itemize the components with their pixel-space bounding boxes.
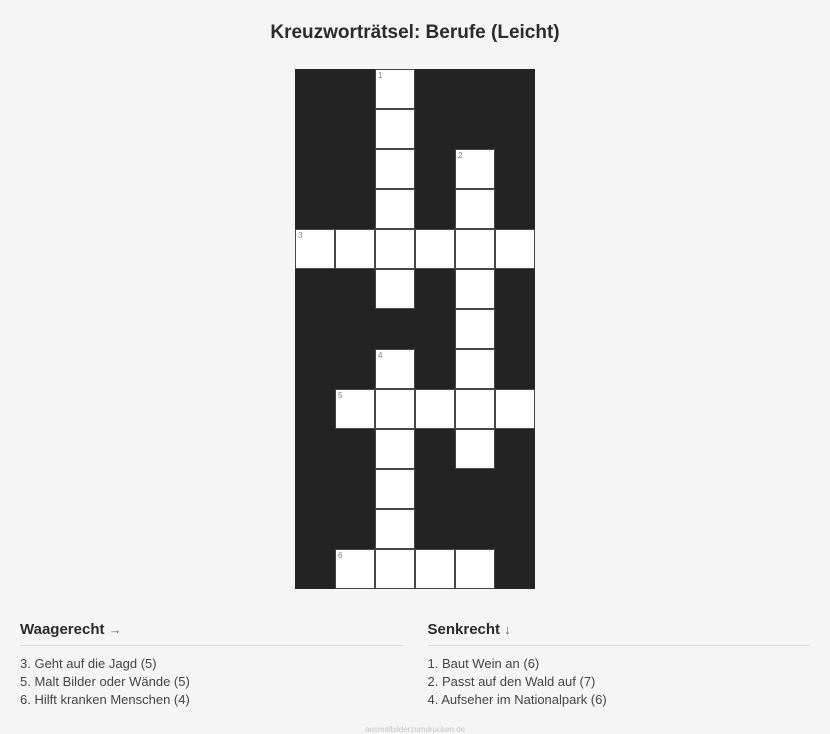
blocked-cell: [335, 509, 375, 549]
crossword-cell: [415, 549, 455, 589]
crossword-cell: [375, 69, 415, 109]
blocked-cell: [335, 469, 375, 509]
crossword-cell: [375, 229, 415, 269]
crossword-cell: [495, 229, 535, 269]
blocked-cell: [495, 349, 535, 389]
crossword-cell: [455, 229, 495, 269]
crossword-cell: [375, 389, 415, 429]
blocked-cell: [415, 149, 455, 189]
crossword-cell: [335, 229, 375, 269]
crossword-cell: [455, 349, 495, 389]
blocked-cell: [495, 269, 535, 309]
blocked-cell: [295, 309, 335, 349]
crossword-cell: [415, 389, 455, 429]
clue-number: 5: [338, 391, 343, 400]
blocked-cell: [335, 349, 375, 389]
down-arrow-icon: ↓: [504, 622, 511, 637]
clue-number: 6: [338, 551, 343, 560]
blocked-cell: [415, 469, 455, 509]
crossword-cell: [375, 349, 415, 389]
blocked-cell: [295, 469, 335, 509]
blocked-cell: [295, 269, 335, 309]
blocked-cell: [295, 109, 335, 149]
clue-number: 1: [378, 71, 383, 80]
crossword-cell: [375, 109, 415, 149]
clue-number: 2: [458, 151, 463, 160]
blocked-cell: [415, 189, 455, 229]
footer-watermark: ausmalbilderzumdrucken.de: [364, 725, 466, 734]
blocked-cell: [415, 309, 455, 349]
crossword-cell: [375, 189, 415, 229]
clue-item: 5. Malt Bilder oder Wände (5): [20, 674, 190, 689]
blocked-cell: [295, 389, 335, 429]
across-clues-column: [20, 621, 403, 709]
blocked-cell: [335, 149, 375, 189]
blocked-cell: [495, 69, 535, 109]
blocked-cell: [295, 349, 335, 389]
crossword-cell: [295, 229, 335, 269]
clue-number: 3: [298, 231, 303, 240]
crossword-cell: [335, 389, 375, 429]
crossword-cell: [375, 549, 415, 589]
crossword-cell: [375, 149, 415, 189]
crossword-cell: [375, 469, 415, 509]
blocked-cell: [495, 149, 535, 189]
blocked-cell: [495, 309, 535, 349]
blocked-cell: [415, 69, 455, 109]
blocked-cell: [455, 509, 495, 549]
right-arrow-icon: →: [108, 622, 122, 637]
crossword-cell: [415, 229, 455, 269]
clue-item: 1. Baut Wein an (6): [427, 656, 540, 671]
blocked-cell: [335, 309, 375, 349]
blocked-cell: [495, 509, 535, 549]
blocked-cell: [295, 509, 335, 549]
blocked-cell: [375, 309, 415, 349]
blocked-cell: [295, 189, 335, 229]
blocked-cell: [295, 429, 335, 469]
page-title: Kreuzworträtsel: Berufe (Leicht): [270, 22, 560, 43]
crossword-cell: [455, 549, 495, 589]
crossword-grid: [295, 69, 535, 589]
blocked-cell: [495, 189, 535, 229]
blocked-cell: [335, 269, 375, 309]
blocked-cell: [415, 509, 455, 549]
blocked-cell: [335, 189, 375, 229]
clue-number: 4: [378, 351, 383, 360]
across-heading-label: Waagerecht: [20, 621, 105, 638]
clue-item: 4. Aufseher im Nationalpark (6): [427, 692, 607, 707]
blocked-cell: [495, 469, 535, 509]
blocked-cell: [295, 149, 335, 189]
clue-item: 2. Passt auf den Wald auf (7): [427, 674, 596, 689]
crossword-cell: [375, 509, 415, 549]
blocked-cell: [295, 549, 335, 589]
down-clues-column: [428, 621, 811, 709]
crossword-cell: [455, 149, 495, 189]
blocked-cell: [455, 69, 495, 109]
blocked-cell: [455, 109, 495, 149]
crossword-cell: [375, 269, 415, 309]
blocked-cell: [415, 429, 455, 469]
crossword-cell: [455, 189, 495, 229]
blocked-cell: [455, 469, 495, 509]
clue-item: 3. Geht auf die Jagd (5): [20, 656, 157, 671]
blocked-cell: [295, 69, 335, 109]
blocked-cell: [335, 69, 375, 109]
blocked-cell: [415, 269, 455, 309]
crossword-cell: [455, 389, 495, 429]
blocked-cell: [495, 549, 535, 589]
down-heading: [428, 621, 811, 646]
crossword-cell: [495, 389, 535, 429]
across-heading: [20, 621, 403, 646]
blocked-cell: [415, 349, 455, 389]
down-clue-list: [428, 655, 811, 709]
crossword-cell: [375, 429, 415, 469]
crossword-cell: [455, 429, 495, 469]
blocked-cell: [415, 109, 455, 149]
across-clue-list: [20, 655, 403, 709]
blocked-cell: [495, 429, 535, 469]
clues-section: [0, 621, 830, 709]
crossword-cell: [335, 549, 375, 589]
blocked-cell: [495, 109, 535, 149]
clue-item: 6. Hilft kranken Menschen (4): [20, 692, 190, 707]
blocked-cell: [335, 429, 375, 469]
crossword-cell: [455, 309, 495, 349]
crossword-cell: [455, 269, 495, 309]
down-heading-label: Senkrecht: [427, 621, 501, 638]
blocked-cell: [335, 109, 375, 149]
